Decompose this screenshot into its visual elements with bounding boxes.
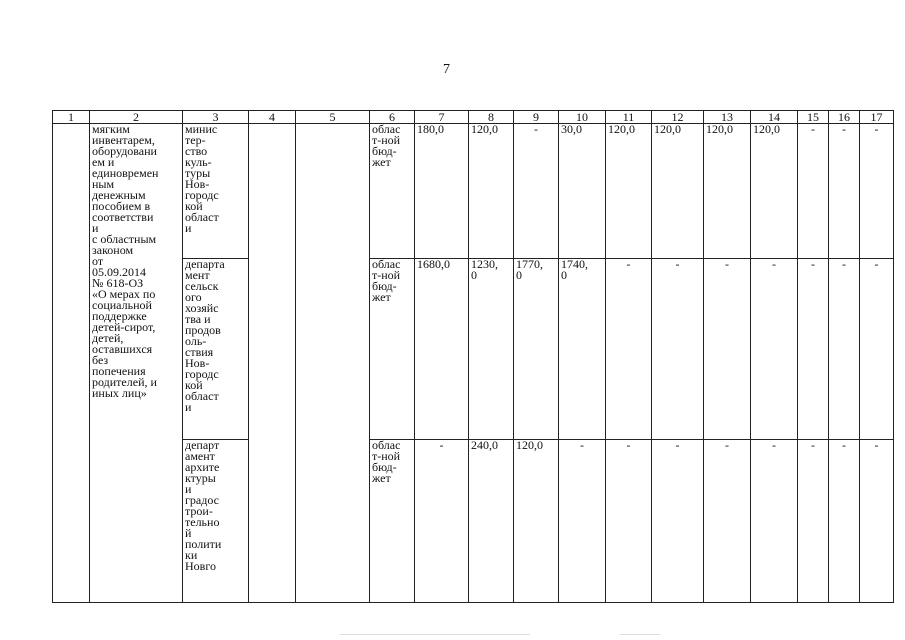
measure-description: мягким инвентарем, оборудовани ем и единовремен ным денежным пособием в соответстви и с областным законом от 05.09.2014 № 618-ОЗ «О мерах по социальной поддержке детей-сирот, детей, оставшихся без попечения родителей, и иных лиц» [90, 124, 183, 603]
value-cell: 180,0 [415, 124, 469, 259]
header-cell: 17 [860, 111, 894, 124]
value-cell: 1680,0 [415, 259, 469, 440]
value-cell: 1740, 0 [559, 259, 606, 440]
header-cell: 15 [798, 111, 829, 124]
empty-cell [53, 124, 90, 603]
header-cell: 13 [704, 111, 751, 124]
scan-artifact [620, 634, 660, 635]
header-row [53, 111, 894, 124]
empty-cell [249, 124, 296, 603]
page-number: 7 [443, 62, 450, 77]
value-cell: - [860, 440, 894, 603]
header-cell: 1 [53, 111, 90, 124]
funding-source-cell: облас т-ной бюд- жет [370, 124, 415, 259]
value-cell: - [829, 124, 860, 259]
header-cell: 11 [606, 111, 652, 124]
header-cell: 14 [751, 111, 798, 124]
header-cell: 10 [559, 111, 606, 124]
value-cell: 30,0 [559, 124, 606, 259]
value-cell: - [606, 440, 652, 603]
table-row [53, 124, 894, 259]
value-cell: - [415, 440, 469, 603]
value-cell: 120,0 [704, 124, 751, 259]
value-cell: 120,0 [606, 124, 652, 259]
header-cell: 4 [249, 111, 296, 124]
value-cell: 120,0 [514, 440, 559, 603]
value-cell: 120,0 [469, 124, 514, 259]
value-cell: 240,0 [469, 440, 514, 603]
value-cell: - [704, 440, 751, 603]
value-cell: - [514, 124, 559, 259]
value-cell: - [751, 440, 798, 603]
header-cell: 5 [296, 111, 370, 124]
funding-source-cell: облас т-ной бюд- жет [370, 440, 415, 603]
value-cell: - [798, 259, 829, 440]
value-cell: - [860, 124, 894, 259]
value-cell: - [798, 124, 829, 259]
value-cell: - [559, 440, 606, 603]
executor-cell: департа мент сельск ого хозяйс тва и продов оль- ствия Нов- городс кой област и [183, 259, 249, 440]
header-cell: 6 [370, 111, 415, 124]
budget-table [52, 110, 894, 603]
funding-source-cell: облас т-ной бюд- жет [370, 259, 415, 440]
executor-cell: департ амент архите ктуры и градос трои- тельно й полити ки Новго [183, 440, 249, 603]
header-cell: 8 [469, 111, 514, 124]
value-cell: 120,0 [652, 124, 704, 259]
value-cell: - [798, 440, 829, 603]
header-cell: 9 [514, 111, 559, 124]
executor-cell: минис тер- ство куль- туры Нов- городс кой област и [183, 124, 249, 259]
value-cell: - [860, 259, 894, 440]
header-cell: 2 [90, 111, 183, 124]
header-cell: 3 [183, 111, 249, 124]
value-cell: - [751, 259, 798, 440]
header-cell: 16 [829, 111, 860, 124]
empty-cell [296, 124, 370, 603]
value-cell: 120,0 [751, 124, 798, 259]
value-cell: 1230, 0 [469, 259, 514, 440]
value-cell: - [704, 259, 751, 440]
value-cell: - [829, 259, 860, 440]
value-cell: - [652, 259, 704, 440]
value-cell: - [652, 440, 704, 603]
value-cell: - [606, 259, 652, 440]
value-cell: - [829, 440, 860, 603]
header-cell: 7 [415, 111, 469, 124]
header-cell: 12 [652, 111, 704, 124]
value-cell: 1770, 0 [514, 259, 559, 440]
scan-artifact [340, 634, 530, 635]
